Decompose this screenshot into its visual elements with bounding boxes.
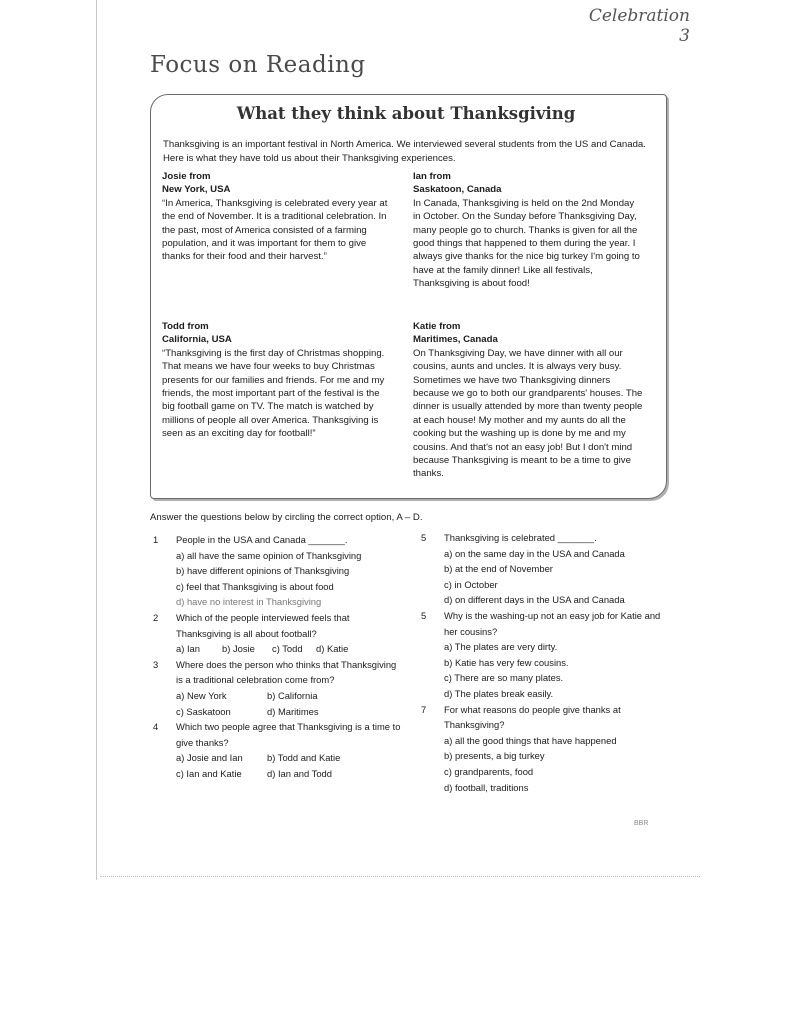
- question-text: Where does the person who thinks that Thanksgiving is a traditional celebration come from?: [176, 658, 397, 686]
- option[interactable]: c) Todd: [272, 643, 303, 655]
- option[interactable]: b) Katie has very few cousins.: [444, 656, 569, 668]
- question-4: [151, 719, 401, 750]
- option[interactable]: d) Maritimes: [267, 705, 319, 717]
- option[interactable]: b) Todd and Katie: [267, 752, 341, 764]
- page-bottom-edge: [100, 876, 700, 877]
- person-text: “Thanksgiving is the first day of Christmas shopping. That means we have four weeks to buy Christmas presents for our families and friends. For me and my friends, the most important part of the festival is the big football game on TV. The match is watched by millions of people all over America. Thanksgiving is seen as an exciting day for football!”: [162, 347, 385, 440]
- option[interactable]: d) Ian and Todd: [267, 767, 332, 779]
- section-title: Focus on Reading: [150, 52, 366, 78]
- option[interactable]: d) football, traditions: [444, 781, 529, 793]
- person-card-katie: [413, 320, 648, 481]
- question-text: People in the USA and Canada _______.: [176, 534, 348, 545]
- option[interactable]: c) grandparents, food: [444, 765, 534, 777]
- option[interactable]: c) Ian and Katie: [176, 767, 242, 779]
- option[interactable]: c) There are so many plates.: [444, 672, 564, 684]
- option[interactable]: a) all have the same opinion of Thanksgiving: [176, 549, 362, 561]
- option[interactable]: a) Ian: [176, 643, 200, 655]
- question-number: 5: [421, 532, 427, 543]
- page-left-edge: [96, 0, 97, 880]
- footer-mark: BBR: [634, 820, 649, 827]
- question-text: Why is the washing-up not an easy job for Katie and her cousins?: [444, 609, 661, 637]
- person-text: “In America, Thanksgiving is celebrated every year at the end of November. It is a traditional celebration. In the past, most of America consisted of a farming population, and it was important for them to give thanks for their food and their harvest.”: [162, 197, 388, 263]
- question-6: [419, 608, 674, 639]
- person-text: In Canada, Thanksgiving is held on the 2nd Monday in October. On the Sunday before Thanksgiving Day, many people go to church. Thanks is given for all the good things that happened to them during the year. I always give thanks for the nice big turkey I'm going to have at the family dinner! Like all festivals, Thanksgiving is about food!: [413, 197, 640, 290]
- question-text: Which of the people interviewed feels that Thanksgiving is all about football?: [176, 611, 350, 639]
- question-5: [419, 530, 674, 546]
- option[interactable]: b) California: [267, 689, 318, 701]
- person-place: California, USA: [162, 334, 232, 346]
- person-card-todd: [162, 320, 390, 441]
- option[interactable]: c) feel that Thanksgiving is about food: [176, 580, 334, 592]
- person-text: On Thanksgiving Day, we have dinner with all our cousins, aunts and uncles. It is always very busy. Sometimes we have two Thanksgiving dinners because we go to both our grandparents' houses. The dinner is usually attended by more than twenty people at each house! My mother and my aunts do all the cooking but the washing up is done by me and my cousins. And that's not an easy job! But I don't mind because Thanksgiving is meant to be a time to give thanks.: [413, 347, 643, 480]
- option[interactable]: a) all the good things that have happened: [444, 734, 617, 746]
- person-place: New York, USA: [162, 184, 231, 196]
- question-number: 7: [421, 703, 427, 715]
- questions-left-column: [151, 532, 401, 782]
- reading-intro: Thanksgiving is an important festival in North America. We interviewed several students from the US and Canada. Here is what they have told us about their Thanksgiving experiences.: [163, 139, 646, 164]
- person-place: Maritimes, Canada: [413, 334, 498, 346]
- option[interactable]: d) The plates break easily.: [444, 687, 554, 699]
- option[interactable]: b) Josie: [222, 643, 255, 655]
- unit-label: Celebration 3: [588, 6, 690, 46]
- person-name: Todd from: [162, 321, 209, 332]
- option[interactable]: a) New York: [176, 689, 227, 701]
- question-7: [419, 702, 674, 733]
- reading-title: What they think about Thanksgiving: [236, 104, 576, 123]
- option[interactable]: b) at the end of November: [444, 563, 553, 575]
- option[interactable]: a) on the same day in the USA and Canada: [444, 547, 625, 559]
- question-text: Thanksgiving is celebrated _______.: [444, 532, 597, 543]
- person-name: Ian from: [413, 171, 451, 182]
- option[interactable]: a) The plates are very dirty.: [444, 641, 558, 653]
- question-text: For what reasons do people give thanks at Thanksgiving?: [444, 703, 621, 731]
- person-name: Josie from: [162, 171, 211, 182]
- option[interactable]: d) have no interest in Thanksgiving: [176, 596, 322, 608]
- questions-right-column: [419, 530, 674, 795]
- option[interactable]: b) have different opinions of Thanksgiving: [176, 565, 350, 577]
- person-place: Saskatoon, Canada: [413, 184, 502, 196]
- question-number: 1: [153, 534, 159, 545]
- option[interactable]: c) Saskatoon: [176, 705, 231, 717]
- question-text: Which two people agree that Thanksgiving is a time to give thanks?: [176, 721, 401, 748]
- question-3: [151, 657, 401, 688]
- question-2: [151, 610, 401, 641]
- option[interactable]: a) Josie and Ian: [176, 752, 243, 764]
- instructions: Answer the questions below by circling the correct option, A – D.: [150, 512, 423, 523]
- person-card-josie: [162, 170, 390, 264]
- question-number: 3: [153, 658, 159, 670]
- question-number: 4: [153, 721, 159, 733]
- option[interactable]: d) on different days in the USA and Canada: [444, 594, 625, 606]
- option[interactable]: d) Katie: [316, 643, 349, 655]
- person-card-ian: [413, 170, 643, 291]
- option[interactable]: b) presents, a big turkey: [444, 750, 545, 762]
- question-number: 5: [421, 609, 427, 621]
- person-name: Katie from: [413, 321, 461, 332]
- question-number: 2: [153, 611, 159, 623]
- question-1: [151, 532, 401, 548]
- option[interactable]: c) in October: [444, 578, 498, 590]
